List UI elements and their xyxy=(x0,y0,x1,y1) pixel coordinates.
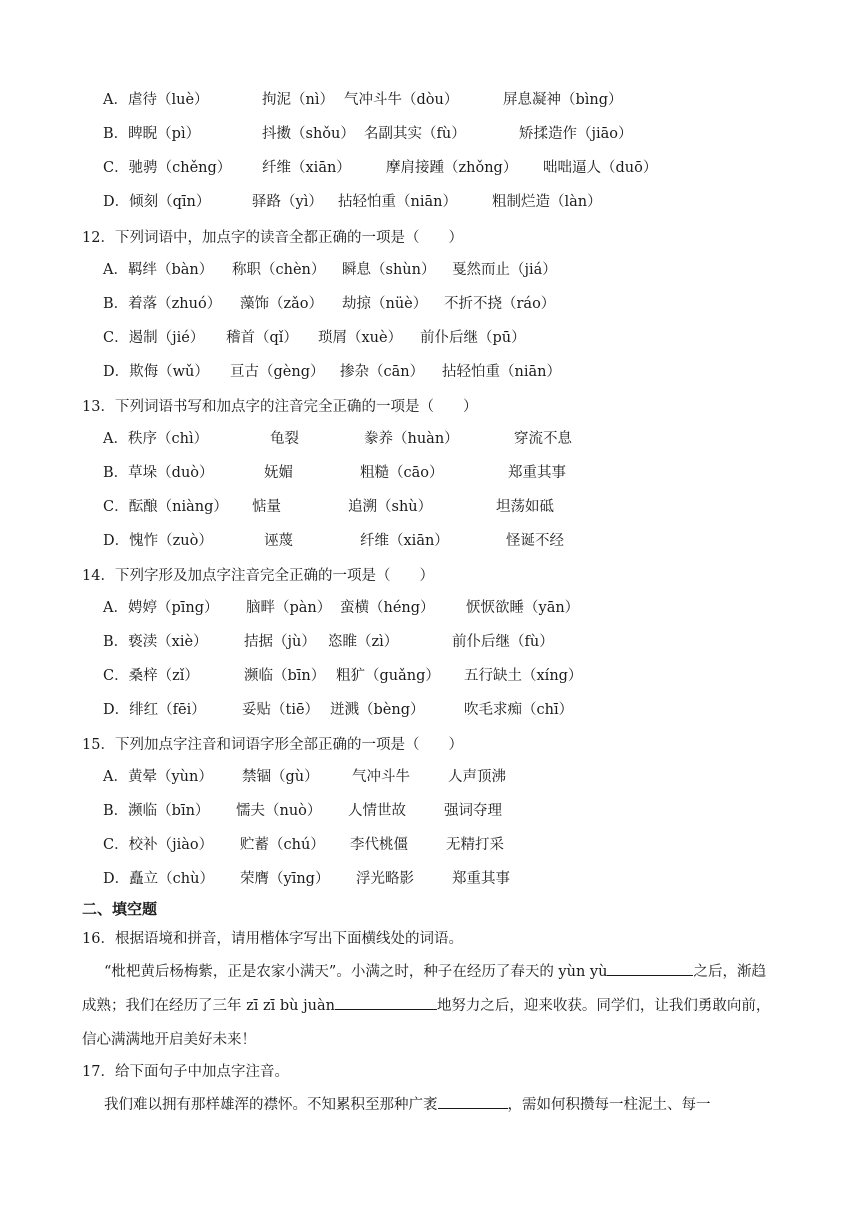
q13-option-b-item3: 粗糙（cāo） xyxy=(360,465,444,481)
q15-option-d-item3: 浮光略影 xyxy=(356,871,414,887)
q12-option-a-item4: 戛然而止（jiá） xyxy=(452,262,557,278)
q11-option-a-item3: 气冲斗牛（dòu） xyxy=(344,92,459,108)
q12-option-c-item4: 前仆后继（pū） xyxy=(420,330,526,346)
q12-option-d-item3: 掺杂（cān） xyxy=(340,364,425,380)
q14-option-d-item3: 迸溅（bèng） xyxy=(330,702,425,718)
question-16-passage: “枇杷黄后杨梅紫，正是农家小满天”。小满之时，种子在经历了春天的 yùn yù 之后，渐趋成熟；我们在经历了三年 zī zī bù juàn 地努力之后，迎来收获。同学们，让我们勇敢向前，信心满满地开启美好未来！ xyxy=(82,955,772,1057)
q11-option-c[interactable]: C．驰骋（chěng） xyxy=(103,160,232,176)
q15-option-d[interactable]: D．矗立（chù） xyxy=(103,871,214,887)
q11-option-c-item3: 摩肩接踵（zhǒng） xyxy=(386,160,518,176)
q14-option-b-item4: 前仆后继（fù） xyxy=(452,634,554,650)
q13-option-d-item4: 怪诞不经 xyxy=(506,533,564,549)
q14-option-b[interactable]: B．亵渎（xiè） xyxy=(103,634,208,650)
q13-option-c[interactable]: C．酝酿（niàng） xyxy=(103,499,228,515)
q13-option-b-item4: 郑重其事 xyxy=(508,465,566,481)
answer-blank-3[interactable] xyxy=(438,1092,508,1109)
q14-option-b-item3: 恣睢（zì） xyxy=(328,634,399,650)
q13-option-c-item3: 追溯（shù） xyxy=(348,499,433,515)
q11-option-d-item3: 拈轻怕重（niān） xyxy=(338,194,457,210)
question-17-passage: 我们难以拥有那样雄浑的襟怀。不知累积至那种广袤 ，需如何积攒每一柱泥土、每一 xyxy=(82,1088,772,1122)
q11-option-b-item3: 名副其实（fù） xyxy=(364,126,466,142)
q12-option-b[interactable]: B．着落（zhuó） xyxy=(103,296,222,312)
q11-option-c-item2: 纤维（xiān） xyxy=(262,160,351,176)
q12-option-d-item2: 亘古（gèng） xyxy=(230,364,325,380)
answer-blank-1[interactable] xyxy=(607,959,693,976)
q15-option-a-item3: 气冲斗牛 xyxy=(352,769,410,785)
q11-option-b-item2: 抖擞（shǒu） xyxy=(262,126,355,142)
q14-option-c-item3: 粗犷（guǎng） xyxy=(336,668,440,684)
q12-option-b-item4: 不折不挠（ráo） xyxy=(444,296,556,312)
question-12-stem: 12．下列词语中，加点字的读音全都正确的一项是（ ） xyxy=(82,230,463,246)
q13-option-c-item2: 惦量 xyxy=(252,499,281,515)
answer-blank-2[interactable] xyxy=(335,993,437,1010)
q15-option-b-item4: 强词夺理 xyxy=(444,803,502,819)
q15-option-a-item2: 禁锢（gù） xyxy=(242,769,319,785)
q13-option-a[interactable]: A．秩序（chì） xyxy=(103,431,209,447)
q15-option-a[interactable]: A．黄晕（yùn） xyxy=(103,769,213,785)
q15-option-a-item4: 人声顶沸 xyxy=(448,769,506,785)
q12-option-d-item4: 拈轻怕重（niān） xyxy=(442,364,561,380)
q11-option-d-item2: 驿路（yì） xyxy=(252,194,323,210)
q14-option-a-item4: 恹恹欲睡（yān） xyxy=(466,600,580,616)
q15-option-b-item3: 人情世故 xyxy=(348,803,406,819)
q11-option-b[interactable]: B．睥睨（pì） xyxy=(103,126,201,142)
q13-option-a-item4: 穿流不息 xyxy=(514,431,572,447)
q15-option-c-item4: 无精打采 xyxy=(446,837,504,853)
q12-option-a-item3: 瞬息（shùn） xyxy=(342,262,436,278)
q14-option-b-item2: 拮据（jù） xyxy=(244,634,316,650)
q12-option-c[interactable]: C．遏制（jié） xyxy=(103,330,205,346)
question-16-stem: 16．根据语境和拼音，请用楷体字写出下面横线处的词语。 xyxy=(82,931,463,947)
q12-option-b-item2: 藻饰（zǎo） xyxy=(240,296,324,312)
q11-option-d-item4: 粗制烂造（làn） xyxy=(492,194,602,210)
q12-option-d[interactable]: D．欺侮（wǔ） xyxy=(103,364,209,380)
q15-option-d-item4: 郑重其事 xyxy=(452,871,510,887)
q13-option-d-item3: 纤维（xiān） xyxy=(360,533,449,549)
q12-option-a[interactable]: A．羁绊（bàn） xyxy=(103,262,214,278)
q11-option-a-item2: 拘泥（nì） xyxy=(262,92,334,108)
q12-option-c-item2: 稽首（qǐ） xyxy=(226,330,298,346)
section-title: 二、填空题 xyxy=(82,900,158,918)
q15-option-c-item2: 贮蓄（chú） xyxy=(240,837,325,853)
q12-option-b-item3: 劫掠（nüè） xyxy=(342,296,428,312)
q11-option-a-item4: 屏息凝神（bìng） xyxy=(503,92,623,108)
q15-option-b-item2: 懦夫（nuò） xyxy=(236,803,322,819)
q15-option-c-item3: 李代桃僵 xyxy=(350,837,408,853)
q13-option-a-item3: 豢养（huàn） xyxy=(364,431,459,447)
q14-option-c-item4: 五行缺土（xíng） xyxy=(464,668,583,684)
q14-option-d-item2: 妥贴（tiē） xyxy=(242,702,320,718)
q11-option-a[interactable]: A．虐待（luè） xyxy=(103,92,209,108)
q13-option-b[interactable]: B．草垛（duò） xyxy=(103,465,214,481)
q13-option-c-item4: 坦荡如砥 xyxy=(496,499,554,515)
question-14-stem: 14．下列字形及加点字注音完全正确的一项是（ ） xyxy=(82,568,434,584)
q15-option-c[interactable]: C．校补（jiào） xyxy=(103,837,214,853)
q14-option-d[interactable]: D．绯红（fēi） xyxy=(103,702,206,718)
q14-option-c-item2: 濒临（bīn） xyxy=(244,668,326,684)
q13-option-d-item2: 诬蔑 xyxy=(264,533,293,549)
question-17-stem: 17．给下面句子中加点字注音。 xyxy=(82,1064,289,1080)
q13-option-a-item2: 龟裂 xyxy=(270,431,299,447)
q15-option-d-item2: 荣膺（yīng） xyxy=(240,871,330,887)
q13-option-d[interactable]: D．愧怍（zuò） xyxy=(103,533,213,549)
question-13-stem: 13．下列词语书写和加点字的注音完全正确的一项是（ ） xyxy=(82,399,478,415)
q14-option-a[interactable]: A．娉婷（pīng） xyxy=(103,600,219,616)
q15-option-b[interactable]: B．濒临（bīn） xyxy=(103,803,210,819)
q14-option-c[interactable]: C．桑梓（zǐ） xyxy=(103,668,199,684)
q11-option-d[interactable]: D．倾刻（qīn） xyxy=(103,194,211,210)
q12-option-a-item2: 称职（chèn） xyxy=(232,262,326,278)
q14-option-a-item3: 蛮横（héng） xyxy=(340,600,435,616)
q11-option-b-item4: 矫揉造作（jiāo） xyxy=(519,126,633,142)
q12-option-c-item3: 琐屑（xuè） xyxy=(318,330,403,346)
q13-option-b-item2: 妩媚 xyxy=(264,465,293,481)
q14-option-a-item2: 脑畔（pàn） xyxy=(246,600,332,616)
q11-option-c-item4: 咄咄逼人（duō） xyxy=(543,160,658,176)
q14-option-d-item4: 吹毛求痴（chī） xyxy=(464,702,574,718)
question-15-stem: 15．下列加点字注音和词语字形全部正确的一项是（ ） xyxy=(82,737,463,753)
